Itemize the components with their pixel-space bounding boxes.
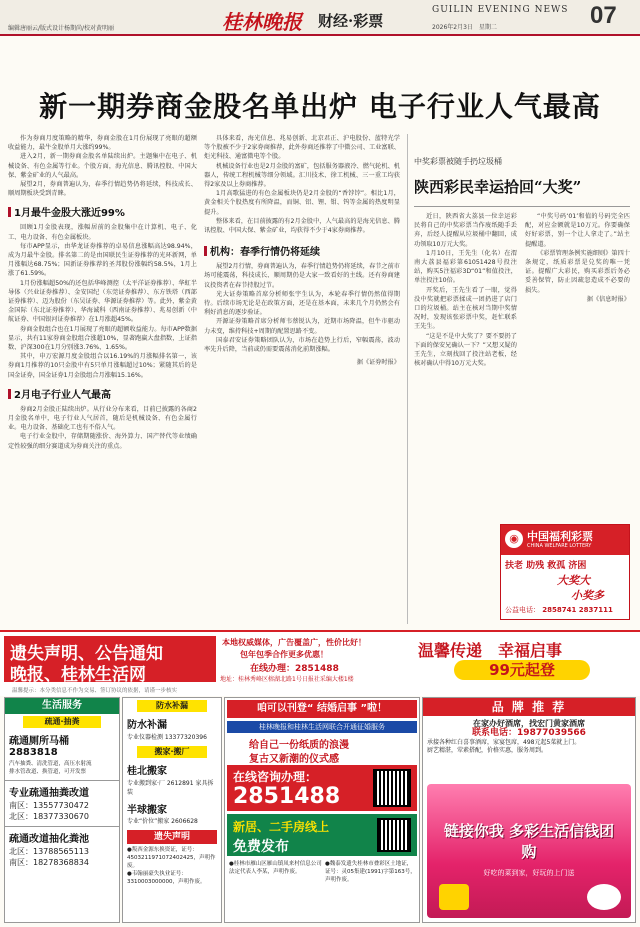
article-col-1 (8, 134, 197, 634)
ad-title: 中国福利彩票 (527, 530, 593, 543)
qr-code-icon (377, 818, 411, 852)
subheading: 1月最牛金股大涨近99% (8, 204, 197, 219)
paragraph: 光大证券策略首席分析师张宇生认为，本轮春季行情仍然值得期待。后续市场无论是在政策方面，还是在基本面，未来几个月仍然会有利好消息的逐步验证。 (204, 290, 400, 317)
qr-code-icon (373, 769, 411, 807)
subheading: 2月电子行业人气最高 (8, 386, 197, 401)
paragraph: 《彩票管理条例实施细则》第四十条规定，纸质彩票是兑奖的唯一凭证。提醒广大彩民，购买彩票后务必妥善保管，防止因疏忽造成不必要的损失。 (525, 249, 630, 294)
editor-credits: 编辑唐丽云/版式设计杨期尚/校对黄明丽 (8, 25, 115, 32)
paragraph: 展望2月，券商普遍认为，春季行情趋势仍将延续，科技成长、顺周期板块受到青睐。 (8, 181, 197, 198)
classified-col-1 (4, 697, 120, 923)
classified-line: 防水补漏 (127, 720, 167, 731)
banner-right-ad[interactable] (414, 636, 636, 682)
classified-phone: 北区：18377330670 (9, 812, 89, 821)
lottery-col-1 (414, 212, 517, 522)
banner-right-line-2: 99元起登 (454, 660, 590, 680)
subheading: 机构：春季行情仍将延续 (204, 243, 400, 258)
paragraph: 券商金股组合也在1月展现了亮眼的超额收益能力。每市APP数据显示，共有11家券商金股组合涨超10%，显著跑赢大盘指数，上证指数、沪深300在1月分别涨3.76%、1.65%。 (8, 325, 197, 352)
classified-small: 专业仪器检测 13377320396 (127, 734, 207, 741)
ad-header (501, 525, 629, 555)
classified-line: 疏通改道抽化粪池 (9, 834, 89, 845)
classified-line: 半球搬家 (127, 805, 167, 816)
page-number: 07 (590, 2, 617, 29)
classified-small: 专业“价位”搬家 2606628 (127, 818, 198, 825)
paragraph: 具体来看，海光信息、兆易创新、北京君正、沪电股份、蓝特光学等个股被不少于2家券商推荐，此外券商还推荐了中微公司、工业富联、炬光科技、通富微电等个股。 (204, 135, 400, 161)
classified-small: ●桂林市雁山区雁山镇凤来村信息公司法定代表人李某，声明作废。 (229, 861, 322, 875)
notice-strip: 温馨提示：本分类信息不作为交易、签订协议的依据，请谨一步核实 (0, 686, 640, 696)
classified-phone: 南区：18278368834 (9, 858, 89, 867)
brand-phone[interactable]: 联系电话：19877039566 (472, 728, 586, 738)
ad-contact-label: 公益电话： (505, 606, 540, 614)
paper-logo: 桂林晚报 (222, 10, 302, 34)
classified-small: 专业搬到家·厂 2612891 家具拆装 (127, 780, 214, 796)
wedding-banner[interactable]: 咱可以刊登“ 结婚启事 ”啦！ (227, 700, 417, 718)
issue-date: 2026年2月3日 星期二 (432, 24, 497, 31)
classified-small: ●韦翰丽豪失执业证号：3310003000000，声明作废。 (127, 871, 206, 885)
banner-middle-ad[interactable] (220, 636, 410, 682)
online-phone: 2851488 (233, 784, 341, 809)
online-label: 在线咨询办理： (233, 770, 318, 784)
english-name: GUILIN EVENING NEWS (432, 5, 569, 15)
classified-sub: 疏通·抽粪 (23, 716, 101, 728)
paragraph: 每市APP显示，由华龙证券推荐的卓易信息涨幅高达98.94%，成为月最牛金股。排名第二的是由国联民生证券推荐的光环新网，单月涨幅达68.75%；国新证券推荐的圣邦股份涨幅约58.5%，1月上涨了61.59%。 (8, 242, 197, 278)
house-line-1: 新居、二手房线上 (233, 820, 330, 834)
classified-small: 汽车抽粪、清洗管道，高压水射流 (9, 761, 92, 767)
wedding-text-2: 复古又新潮的仪式感 (249, 754, 339, 765)
lottery-source: 据《信息时报》 (586, 295, 630, 303)
paragraph: 开源证券策略首席分析师韦蔡锐认为，近期市场降温，但牛市驱动力未变，维持科技+周期的配置思路不变。 (204, 318, 400, 335)
paragraph: 1月高歌猛进的有色金属板块仍是2月金股的“香饽饽”。相比1月，黄金相关个股热度有所降温，而铜、铝、锂、钼、钨等金属的热度明显提升。 (204, 190, 400, 216)
wedding-sub: 桂林晚报和桂林生活网联合开通征婚服务 (227, 721, 417, 733)
paragraph: 1月份涨幅超50%的还包括华峰测控（太平洋证券推荐）、华虹半导体（兴业证券推荐）、金安国纪（东莞证券推荐）、东方铁塔（西部证券推荐）、迈为股份（东吴证券、华源证券推荐）等。此外，紫金黄金国际（东北证券推荐）、华海诚科（西南证券推荐）、兆易创新（中航证券、中国银河证券推荐）在1月涨超45%。 (8, 279, 197, 324)
classified-sub: 防水补漏 (137, 700, 207, 712)
column-divider (407, 134, 408, 624)
classified-line: 专业疏通抽粪改道 (9, 788, 89, 799)
banner-left-line-1: 遗失声明、公告通知 (10, 644, 163, 664)
paragraph: 1月10日，王先生（化名）在渭南大荔县福彩第61051428号投注站，购买5注福彩3D“01”和值投注，单注投注10倍。 (414, 249, 517, 285)
article-col-2 (204, 134, 400, 634)
paragraph: 电子行业金股中，存储期随涨价、海外算力、国产替代等业绩确定性较强的细分赛道成为券商关注的重点。 (8, 433, 197, 450)
paragraph: 券商2月金股正陆续出炉。从行业分布来看，目前已披露的各商2月金股名单中，电子行业人气居首，随后是机械设备、有色金属行业。电力设备、基础化工也有不俗人气。 (8, 405, 197, 432)
ad-en: CHINA WELFARE LOTTERY (527, 543, 592, 549)
promo-sub: 好吃的菜到家，好玩的上门送 (483, 869, 575, 877)
article-source: 据《证券时报》 (356, 359, 400, 367)
paragraph: 机械设备行业也是2月金股的富矿，包括服务器液冷、燃气轮机、机器人，传统工程机械等细分领域。汇川技术、徐工机械、三一重工均获得2家及以上券商推荐。 (204, 162, 400, 189)
banner-mid-line-4: 地址：桂林秀峰区榕湖北路1号日报社采编大楼1楼 (220, 676, 354, 683)
ad-phone-line (505, 605, 613, 615)
paragraph: 作为券商月度策略的精华，券商金股在1月份展现了亮眼的超额收益能力，最牛金股单月大涨约99%。 (8, 135, 197, 152)
house-listing-ad[interactable] (227, 814, 417, 856)
brand-line: 承接各种红白喜事酒席，家宴包席，498元起5菜就上门。 (427, 739, 581, 746)
paragraph: “这是不是中大奖了？要不要扔了下面的保安兄确认一下？”又想又疑的王先生，立刻找回了投注站老板，经核对确认中得10万元大奖。 (414, 332, 517, 368)
gift-icon (587, 884, 621, 910)
classified-sub: 搬家·搬厂 (137, 746, 207, 758)
classified-col-4 (422, 697, 636, 923)
classified-phone: 南区：13557730472 (9, 801, 89, 810)
paragraph: “中奖号码‘01’和值的号码完全匹配，对应金额就是10万元。你要确保好好彩票，别一个让人拿走了。”站主提醒道。 (525, 213, 630, 248)
group-buy-ad[interactable] (427, 784, 631, 918)
paragraph: 近日，陕西省大荔县一位幸运彩民将自己的中奖彩票当作废纸随手丢弃，后经人提醒从垃圾桶中翻回，成功领取10万元大奖。 (414, 213, 517, 248)
classified-line: 桂北搬家 (127, 766, 167, 777)
ad-phone: 2858741 2837111 (542, 606, 613, 614)
promo-title: 链接你我 多彩生活信钱团购 (443, 822, 615, 861)
banner-left-ad[interactable] (4, 636, 216, 685)
lottery-col-2 (525, 212, 630, 512)
classified-small: ●魏泰发遗失桂林市叠彩区土地证，证号：灵05集建(1991)字第163号，声明作废。 (325, 861, 416, 883)
paragraph: 展望2月行情，券商普遍认为，春季行情趋势仍将延续，春节之前市场可能震荡，科技成长、顺周期仍是大家一致看好的主线。还有券商建议投资者在春节持股过节。 (204, 263, 400, 289)
classified-line: 疏通厕所马桶2883818 (9, 736, 69, 758)
classified-phone: 北区：13788565113 (9, 847, 89, 856)
classified-sub: 遗失声明 (127, 830, 217, 844)
paragraph: 国泰君安证券策略团队认为，市场在趋势上行后，窄幅震荡，波动率先升后降，当前或仍需要震荡消化前期涨幅。 (204, 336, 400, 354)
banner-mid-line-2: 包年包季合作更多优惠！ (240, 650, 328, 659)
shopping-bag-icon (439, 884, 469, 910)
wedding-text-1: 给自己一份纸质的浪漫 (249, 740, 349, 751)
ad-slogan: 扶老 助残 救孤 济困 (505, 561, 587, 571)
ad-banner (0, 630, 640, 686)
classified-small: ●叛西金源东换资证，证号：4503211971072402425，声明作废。 (127, 847, 216, 869)
paragraph: 进入2月，新一期券商金股名单陆续出炉。主题集中在电子、机械设备、有色金属等行业。个股方面，海光信息、腾讯控股、中国大保、紫金矿业的人气最高。 (8, 153, 197, 179)
section-title: 财经·彩票 (318, 12, 384, 30)
banner-mid-line-1: 本地权威媒体，广告覆盖广，性价比好！ (222, 638, 366, 647)
lottery-kicker: 中奖彩票被随手扔垃圾桶 (414, 157, 502, 166)
banner-right-line-1: 温馨传递 幸福启事 (418, 641, 563, 660)
divider (414, 206, 630, 207)
brand-line: 在家办好酒席，找宏门黄家酒席 (473, 719, 585, 728)
classified-title: 生活服务 (5, 698, 119, 714)
paragraph: 开奖后，王先生看了一眼，觉得没中奖就把彩票揉成一团扔进了店门口的垃圾桶。站主在核对当期中奖情况时，发现该张彩票中奖，赶忙联系王先生。 (414, 286, 517, 331)
masthead (0, 0, 640, 36)
ad-promo-line-2: 小奖多 (571, 589, 604, 602)
welfare-lottery-ad[interactable] (500, 524, 630, 620)
house-line-2: 免费发布 (233, 839, 289, 855)
brand-title: 品 牌 推 荐 (423, 698, 635, 716)
banner-mid-line-3: 在线办理：2851488 (250, 664, 339, 674)
paragraph: 回顾1月金股表现，涨幅居前的金股集中在计算机、电子、化工、电力设备、有色金属板块。 (8, 224, 197, 241)
paragraph: 其中，申万宏源月度金股组合以16.19%的月涨幅排名第一，该券商1月推荐的10只金股中有5只单月涨幅超过10%；紧随其后的是国金证券，国金证券1月金股组合月涨幅15.16%。 (8, 353, 197, 379)
headline: 新一期券商金股名单出炉 电子行业人气最高 (39, 90, 601, 123)
welfare-logo-icon: ◉ (505, 530, 523, 548)
banner-left-line-2: 晚报、桂林生活网 (10, 665, 146, 685)
lottery-title: 陕西彩民幸运拾回“大奖” (414, 178, 582, 196)
classified-col-2 (122, 697, 222, 923)
online-consult-box[interactable] (227, 765, 417, 811)
classified-small: 排水管改道、换管道，可开发票 (9, 769, 87, 775)
classified-col-3 (224, 697, 420, 923)
ad-promo-line-1: 大奖大 (557, 574, 590, 587)
paragraph: 整体来看，在目前披露的有2月金股中，人气最高的是海光信息、腾讯控股、中国大保、紫金矿业，均获得不少于4家券商推荐。 (204, 217, 400, 235)
brand-line: 厨艺精湛，荤素搭配，价格实惠，服务周到。 (427, 747, 548, 754)
